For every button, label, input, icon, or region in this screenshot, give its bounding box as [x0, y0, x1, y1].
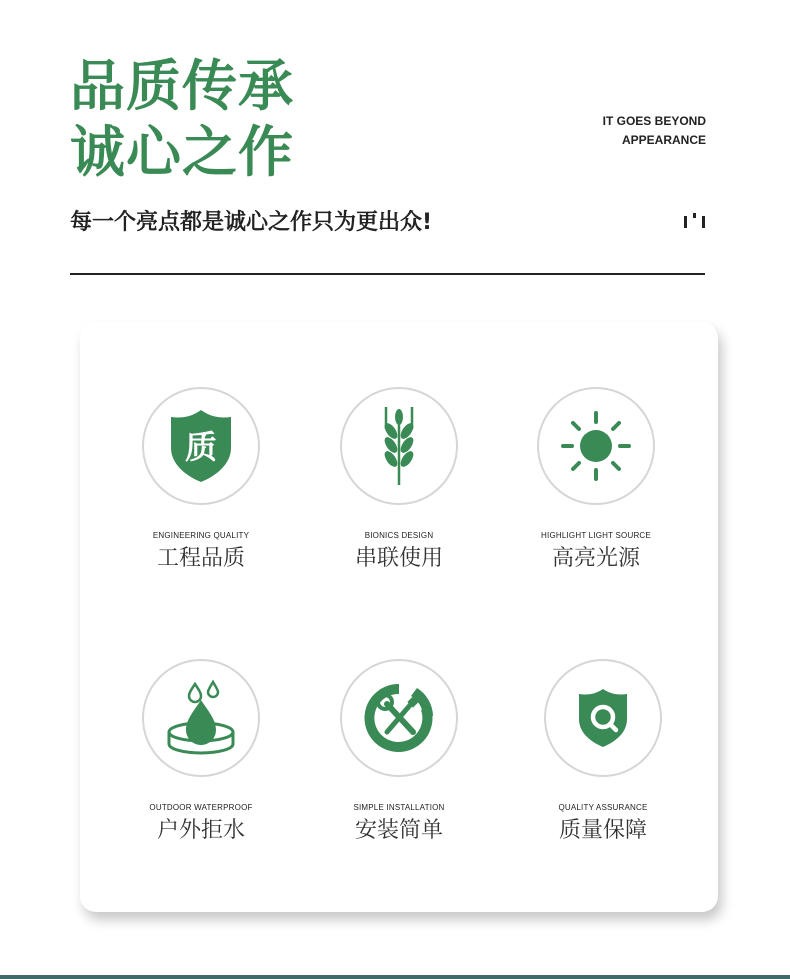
feature-english-label: QUALITY ASSURANCE [558, 803, 648, 812]
feature-chinese-label: 户外拒水 [156, 818, 245, 843]
feature-icon-circle [544, 659, 662, 777]
feature-quality-assurance [503, 659, 703, 845]
feature-simple-installation [299, 659, 499, 845]
feature-icon-circle [340, 659, 458, 777]
feature-english-label: SIMPLE INSTALLATION [353, 803, 445, 812]
wrench-screwdriver-icon [361, 680, 437, 756]
shield-badge-char: 质 [184, 428, 218, 466]
feature-english-label: ENGINEERING QUALITY [152, 531, 250, 540]
shield-quality-icon [168, 408, 234, 484]
sun-icon [561, 411, 631, 481]
feature-chinese-label: 高亮光源 [551, 546, 640, 571]
feature-chinese-label: 串联使用 [354, 546, 443, 571]
feature-chinese-label: 安装简单 [354, 818, 443, 843]
feature-chinese-label: 工程品质 [156, 546, 245, 571]
page-title-line-1: 品质传承 [70, 54, 295, 118]
bottom-bar [0, 975, 790, 979]
feature-chinese-label: 质量保障 [558, 818, 647, 843]
wheat-icon [379, 405, 419, 487]
feature-bionics-design [299, 387, 499, 573]
feature-icon-circle [340, 387, 458, 505]
feature-highlight-light-source [496, 387, 696, 573]
feature-english-label: OUTDOOR WATERPROOF [149, 803, 253, 812]
feature-english-label: HIGHLIGHT LIGHT SOURCE [541, 531, 651, 540]
water-drop-icon [165, 680, 237, 756]
page-title-line-2: 诚心之作 [70, 120, 295, 184]
feature-english-label: BIONICS DESIGN [364, 531, 434, 540]
quote-mark-icon [683, 211, 707, 231]
divider [70, 273, 705, 275]
feature-icon-circle [142, 387, 260, 505]
english-tagline [603, 112, 706, 150]
feature-icon-circle [142, 659, 260, 777]
feature-engineering-quality [101, 387, 301, 573]
subtitle: 每一个亮点都是诚心之作只为更出众! [70, 210, 433, 235]
english-tagline-line-2: APPEARANCE [621, 133, 706, 147]
feature-icon-circle [537, 387, 655, 505]
shield-check-icon [576, 687, 630, 749]
feature-outdoor-waterproof [101, 659, 301, 845]
english-tagline-line-1: IT GOES BEYOND [602, 114, 706, 128]
